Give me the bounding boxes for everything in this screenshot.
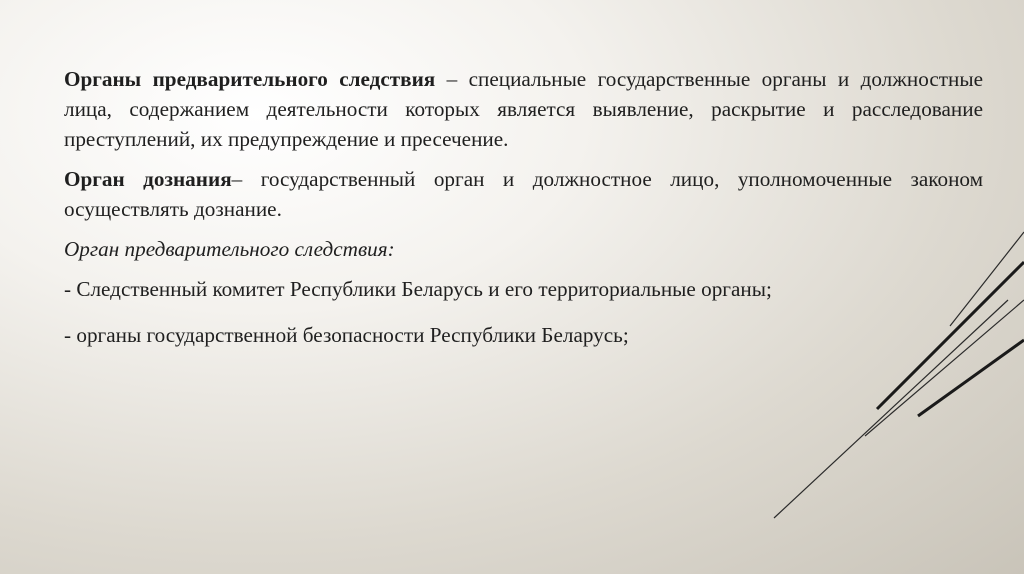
- definition-text-2: – государственный орган и должностное лицо, уполномоченные законом осуществлять дознание.: [64, 167, 983, 221]
- list-heading: Орган предварительного следствия:: [64, 237, 395, 261]
- definition-paragraph-1: [64, 64, 983, 154]
- definition-paragraph-2: [64, 164, 983, 224]
- term-inquiry-body: Орган дознания: [64, 167, 232, 191]
- list-item-investigative-committee: - Следственный комитет Республики Беларусь и его территориальные органы;: [64, 277, 772, 301]
- definition-text-1: – специальные государственные органы и должностные лица, содержанием деятельности которых является выявление, раскрытие и расследование преступлений, их предупреждение и пресечение.: [64, 67, 983, 151]
- list-item-state-security: - органы государственной безопасности Республики Беларусь;: [64, 323, 629, 347]
- term-preliminary-investigation: Органы предварительного следствия: [64, 67, 436, 91]
- slide-content: [64, 64, 983, 350]
